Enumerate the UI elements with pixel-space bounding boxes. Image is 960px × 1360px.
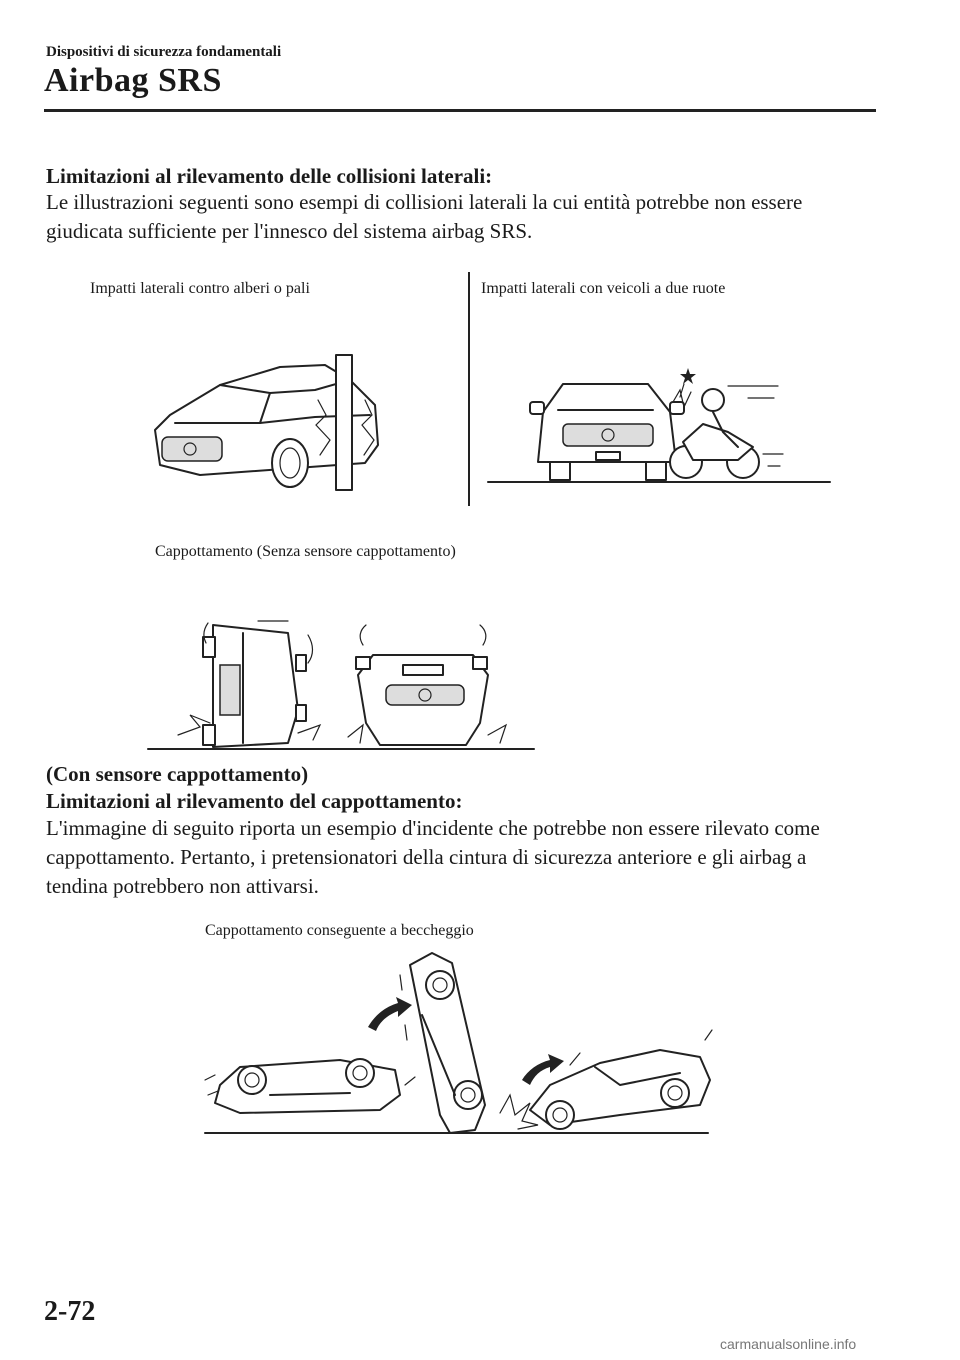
section-label: Dispositivi di sicurezza fondamentali: [46, 44, 282, 60]
caption-rollover-no-sensor: Cappottamento (Senza sensore cappottamento): [155, 543, 456, 560]
rollover-limitations-heading: Limitazioni al rilevamento del cappottamento:: [46, 789, 463, 813]
title-divider: [44, 109, 876, 112]
watermark: carmanualsonline.info: [720, 1336, 857, 1352]
side-collision-text-line-2: giudicata sufficiente per l'innesco del sistema airbag SRS.: [46, 219, 533, 243]
rollover-sensor-heading: (Con sensore cappottamento): [46, 762, 309, 786]
caption-pole-impact: Impatti laterali contro alberi o pali: [90, 280, 310, 297]
caption-pitch-rollover: Cappottamento conseguente a beccheggio: [205, 922, 474, 939]
rollover-text-line-2: cappottamento. Pertanto, i pretensionatori della cintura di sicurezza anteriore e gli airbag a: [46, 845, 807, 869]
page-number: 2-72: [44, 1296, 96, 1327]
rollover-text-line-3: tendina potrebbero non attivarsi.: [46, 874, 319, 898]
caption-two-wheel-impact: Impatti laterali con veicoli a due ruote: [481, 280, 726, 297]
page-title: Airbag SRS: [44, 62, 222, 99]
side-collision-heading: Limitazioni al rilevamento delle collisioni laterali:: [46, 164, 493, 188]
illustration-rollover: [148, 615, 536, 755]
illustration-pitch-rollover: [200, 945, 712, 1135]
illustration-two-wheel-impact: [488, 362, 833, 487]
illustration-pole-impact: [140, 345, 390, 495]
illustration-divider: [468, 272, 470, 506]
side-collision-text-line-1: Le illustrazioni seguenti sono esempi di collisioni laterali la cui entità potrebbe non essere: [46, 190, 803, 214]
rollover-text-line-1: L'immagine di seguito riporta un esempio d'incidente che potrebbe non essere rilevato come: [46, 816, 820, 840]
